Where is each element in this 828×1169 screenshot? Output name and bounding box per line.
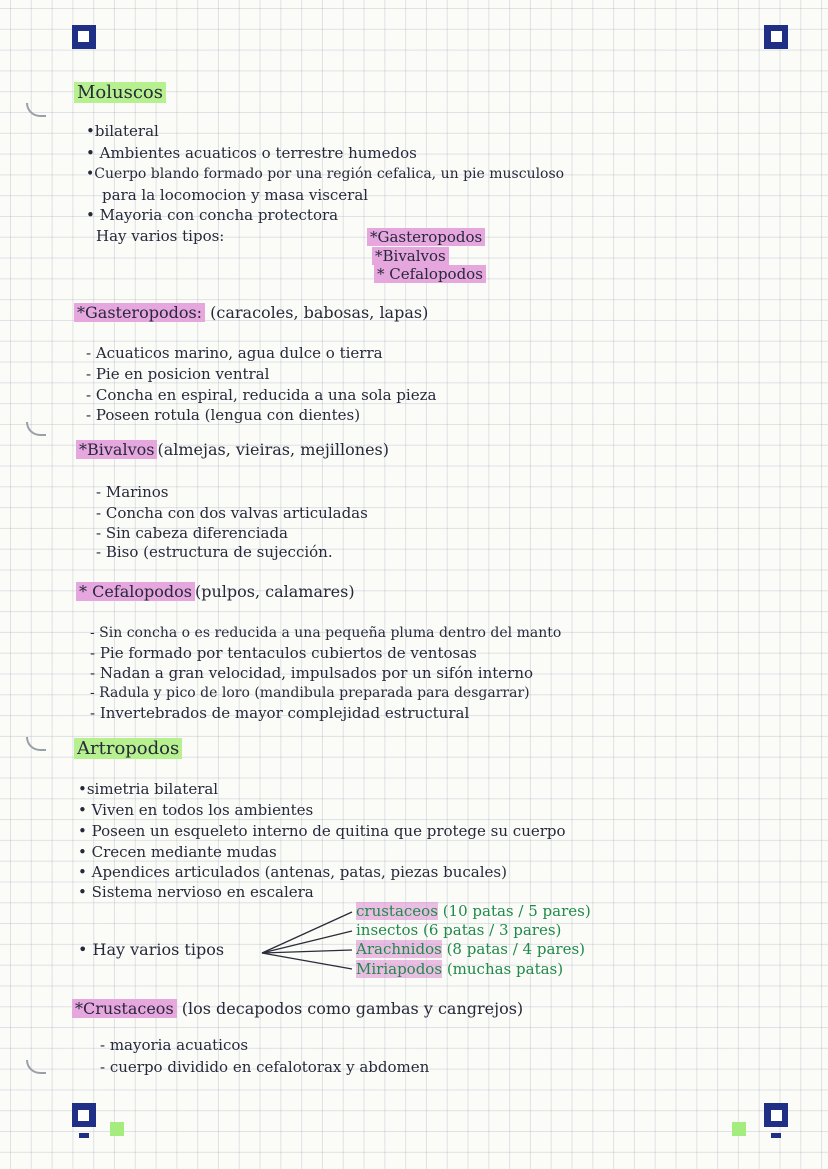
note-line: - Concha con dos valvas articuladas bbox=[96, 504, 368, 522]
note-line: - Nadan a gran velocidad, impulsados por un sifón interno bbox=[90, 664, 534, 682]
heading-examples: (almejas, vieiras, mejillones) bbox=[157, 440, 389, 459]
note-line: • Sistema nervioso en escalera bbox=[78, 883, 314, 901]
type-gasteropodos bbox=[367, 230, 485, 245]
title-highlight: Moluscos bbox=[74, 82, 166, 103]
heading-highlight: *Crustaceos bbox=[72, 999, 177, 1018]
binder-hole-mark bbox=[26, 422, 46, 436]
note-line: para la locomocion y masa visceral bbox=[102, 186, 369, 204]
note-line: - Biso (estructura de sujección. bbox=[96, 543, 333, 561]
marker-dash-left bbox=[79, 1133, 89, 1138]
note-line: - Concha en espiral, reducida a una sola pieza bbox=[86, 386, 437, 404]
note-line: • Crecen mediante mudas bbox=[78, 843, 277, 861]
type-detail: (10 patas / 5 pares) bbox=[442, 902, 591, 920]
note-line: - Marinos bbox=[96, 483, 169, 501]
type-name: Miriapodos bbox=[356, 960, 443, 978]
note-line: - Sin cabeza diferenciada bbox=[96, 524, 288, 542]
note-line: Hay varios tipos: bbox=[96, 227, 225, 245]
note-line: • Mayoria con concha protectora bbox=[86, 206, 339, 224]
note-line: • Apendices articulados (antenas, patas, piezas bucales) bbox=[78, 863, 507, 881]
heading-cefalopodos bbox=[76, 584, 355, 600]
type-name: Arachnidos bbox=[356, 940, 442, 958]
note-line: • Viven en todos los ambientes bbox=[78, 801, 314, 819]
types-label: • Hay varios tipos bbox=[78, 940, 225, 959]
note-line: • Poseen un esqueleto interno de quitina que protege su cuerpo bbox=[78, 822, 566, 840]
section-title-artropodos bbox=[74, 740, 182, 758]
heading-examples: (caracoles, babosas, lapas) bbox=[210, 303, 429, 322]
heading-highlight: * Cefalopodos bbox=[76, 582, 195, 601]
binder-hole-mark bbox=[26, 103, 46, 117]
type-name: insectos bbox=[356, 921, 419, 939]
heading-gasteropodos bbox=[74, 305, 428, 321]
type-highlight: * Cefalopodos bbox=[374, 265, 486, 283]
note-line: - Invertebrados de mayor complejidad estructural bbox=[90, 704, 470, 722]
heading-highlight: *Gasteropodos: bbox=[74, 303, 205, 322]
type-highlight: *Gasteropodos bbox=[367, 228, 485, 246]
type-cefalopodos bbox=[374, 267, 486, 282]
note-line: •Cuerpo blando formado por una región cefalica, un pie musculoso bbox=[86, 166, 565, 182]
note-line: - Pie en posicion ventral bbox=[86, 365, 270, 383]
note-line: - cuerpo dividido en cefalotorax y abdomen bbox=[100, 1058, 430, 1076]
branch-lines bbox=[260, 905, 360, 975]
corner-mark-top-left bbox=[72, 25, 96, 49]
heading-examples: (los decapodos como gambas y cangrejos) bbox=[181, 999, 524, 1018]
arthropod-type bbox=[356, 962, 563, 977]
note-line: - Poseen rotula (lengua con dientes) bbox=[86, 406, 361, 424]
marker-dash-right bbox=[771, 1133, 781, 1138]
heading-examples: (pulpos, calamares) bbox=[194, 582, 355, 601]
arthropod-type bbox=[356, 942, 585, 957]
corner-mark-top-right bbox=[764, 25, 788, 49]
arthropod-type bbox=[356, 923, 561, 938]
type-name: crustaceos bbox=[356, 902, 438, 920]
binder-hole-mark bbox=[26, 1060, 46, 1074]
note-line: - mayoria acuaticos bbox=[100, 1036, 249, 1054]
note-line: - Sin concha o es reducida a una pequeña pluma dentro del manto bbox=[90, 625, 562, 641]
type-highlight: *Bivalvos bbox=[372, 247, 449, 265]
title-highlight: Artropodos bbox=[74, 738, 182, 759]
note-line: • Ambientes acuaticos o terrestre humedos bbox=[86, 144, 417, 162]
heading-crustaceos bbox=[72, 1001, 523, 1017]
green-marker-left bbox=[110, 1122, 124, 1136]
arthropod-type bbox=[356, 904, 591, 919]
note-line: •simetria bilateral bbox=[78, 780, 219, 798]
heading-highlight: *Bivalvos bbox=[76, 440, 157, 459]
note-line: - Acuaticos marino, agua dulce o tierra bbox=[86, 344, 383, 362]
note-line: - Radula y pico de loro (mandibula preparada para desgarrar) bbox=[90, 685, 530, 701]
type-detail: (8 patas / 4 pares) bbox=[446, 940, 585, 958]
corner-mark-bottom-left bbox=[72, 1103, 96, 1127]
type-detail: (6 patas / 3 pares) bbox=[422, 921, 562, 939]
binder-hole-mark bbox=[26, 737, 46, 751]
corner-mark-bottom-right bbox=[764, 1103, 788, 1127]
type-detail: (muchas patas) bbox=[446, 960, 564, 978]
heading-bivalvos bbox=[76, 442, 389, 458]
green-marker-right bbox=[732, 1122, 746, 1136]
section-title-moluscos bbox=[74, 84, 166, 102]
type-bivalvos bbox=[372, 249, 449, 264]
note-line: - Pie formado por tentaculos cubiertos de ventosas bbox=[90, 644, 477, 662]
note-line: •bilateral bbox=[86, 122, 159, 140]
